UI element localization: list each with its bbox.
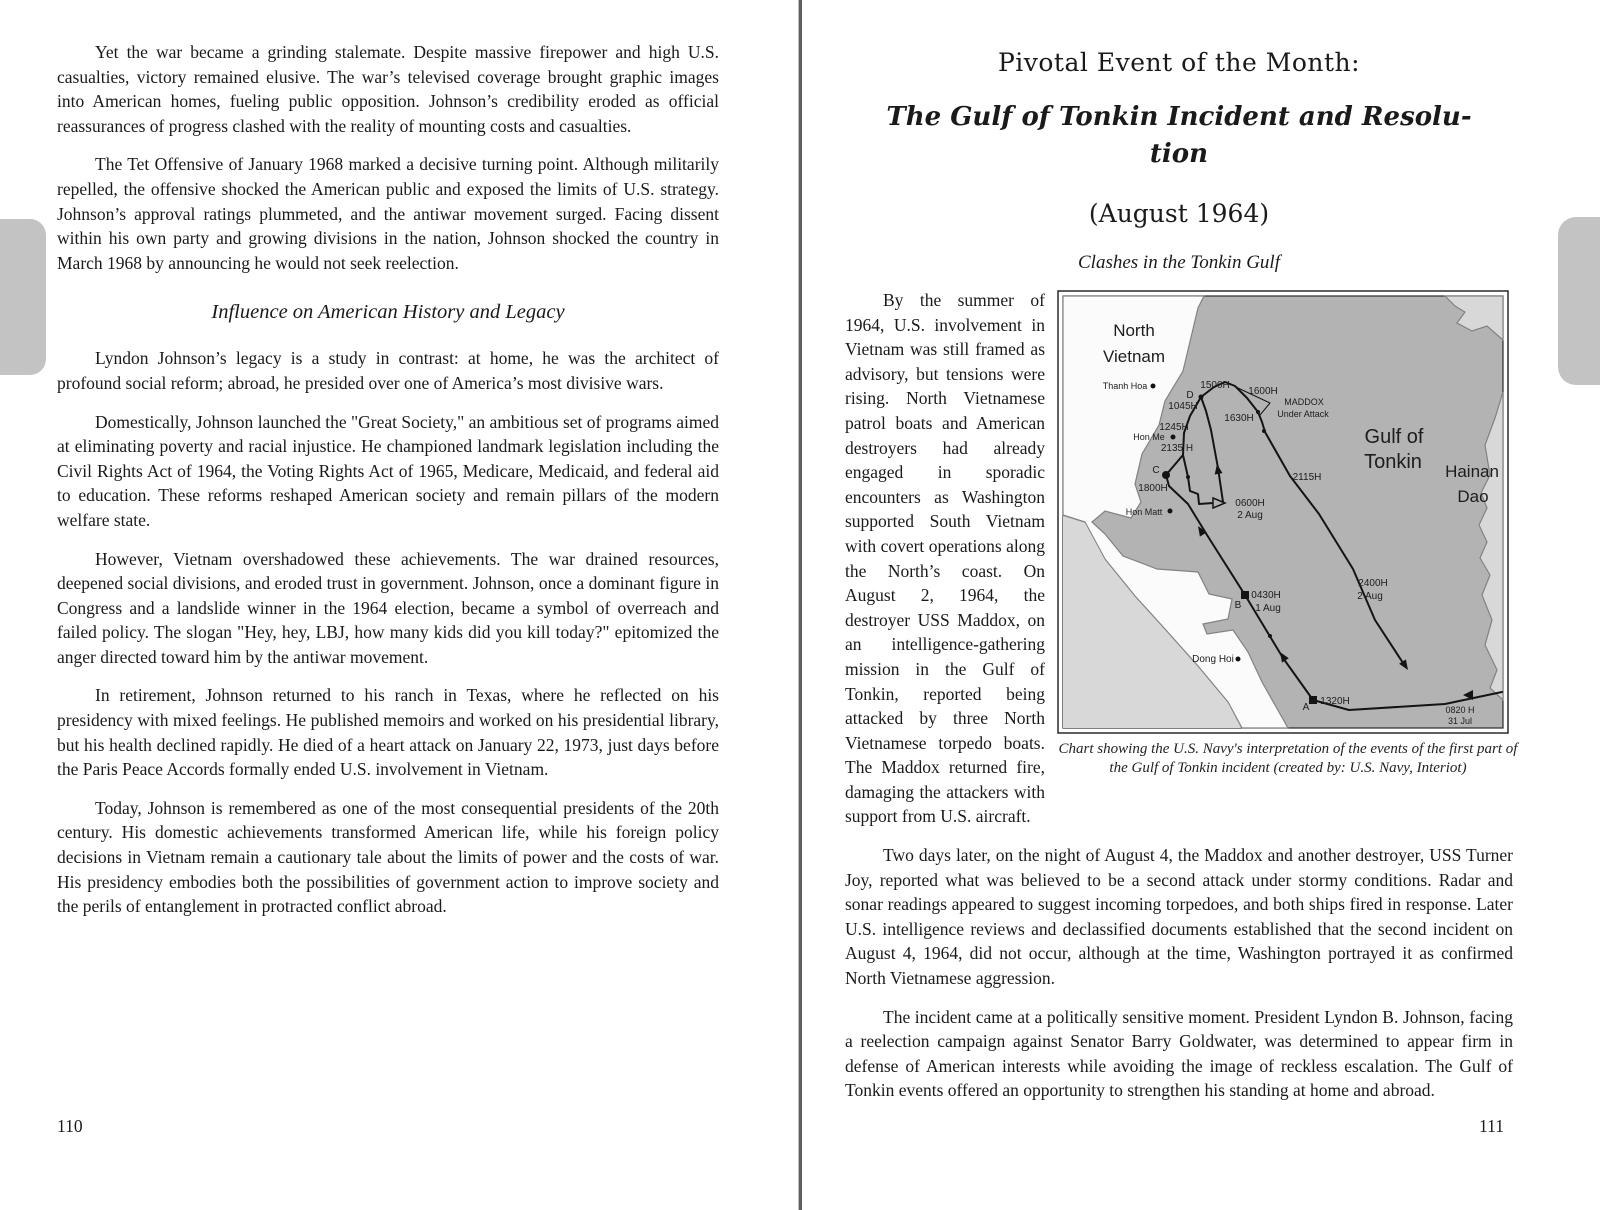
paragraph: Two days later, on the night of August 4, the Maddox and another destroyer, USS Turner Joy, reported what was believed to be a second attack under stormy conditions. Radar and sonar readings appeared to suggest incoming torpedoes, and both ships fired in response. Later U.S. intelligence reviews and declassified documents established that the second incident on August 4, 1964, did not occur, although at the time, Washington portrayed it as confirmed North Vietnamese aggression.	[845, 845, 1513, 989]
map-waypoint-marker	[1268, 634, 1272, 638]
paragraph: The incident came at a politically sensitive moment. President Lyndon B. Johnson, facing a reelection campaign against Senator Barry Goldwater, was determined to appear firm in defense of American interests while avoiding the image of reckless escalation. The Gulf of Tonkin events offered an opportunity to strengthen his standing at home and abroad.	[845, 1006, 1513, 1101]
page-title-line2: tion	[1149, 139, 1209, 169]
tonkin-gulf-map	[1057, 290, 1509, 734]
page-title	[845, 99, 1513, 173]
map-label: 1800H	[1138, 483, 1168, 494]
map-label: 31 Jul	[1447, 716, 1473, 726]
map-label: Dong Hoi	[1192, 654, 1234, 665]
map-label: 2115H	[1292, 472, 1322, 483]
paragraph: Lyndon Johnson’s legacy is a study in contrast: at home, he was the architect of profound social reform; abroad, he presided over one of America’s most divisive wars.	[57, 348, 719, 393]
right-page-body	[845, 288, 1518, 1103]
page-edge-tab-left	[0, 219, 46, 375]
map-waypoint-marker	[1309, 696, 1317, 704]
right-page	[845, 34, 1518, 1117]
paragraph: Domestically, Johnson launched the "Great Society," an ambitious set of programs aimed at eliminating poverty and racial injustice. He championed landmark legislation including the Civil Rights Act of 1964, the Voting Rights Act of 1965, Medicare, Medicaid, and federal aid to education. These reforms reshaped American society and remain pillars of the modern welfare state.	[57, 411, 719, 530]
map-label: D	[1186, 390, 1194, 401]
map-label: 2135 H	[1160, 443, 1194, 454]
map-label: B	[1234, 600, 1242, 611]
map-label: Hon Matt	[1125, 507, 1163, 517]
paragraph: The Tet Offensive of January 1968 marked a decisive turning point. Although militarily repelled, the offensive shocked the American public and exposed the limits of U.S. strategy. Johnson’s approval ratings plummeted, and the antiwar movement surged. Facing dissent within his own party and growing divisions in the nation, Johnson shocked the country in March 1968 by announcing he would not seek reelection.	[57, 154, 719, 273]
map-waypoint-marker	[1186, 475, 1190, 479]
map-label: 1245H	[1159, 422, 1189, 433]
tonkin-map-figure	[1057, 290, 1518, 778]
map-label: MADDOX	[1284, 397, 1324, 407]
map-label: North	[1113, 321, 1155, 340]
map-label: 1 Aug	[1255, 603, 1281, 614]
map-label: 2 Aug	[1237, 510, 1263, 521]
map-label: 0600H	[1235, 498, 1265, 509]
date-subtitle: (August 1964)	[1088, 199, 1270, 228]
map-waypoint-marker	[1199, 395, 1204, 400]
map-waypoint-marker	[1171, 435, 1176, 440]
map-label: 1045H	[1168, 401, 1198, 412]
map-waypoint-marker	[1236, 657, 1241, 662]
paragraph: Yet the war became a grinding stalemate. Despite massive firepower and high U.S. casualties, victory remained elusive. The war’s televised coverage brought graphic images into American homes, fueling public opposition. Johnson’s credibility eroded as official reassurances of progress clashed with the reality of mounting costs and casualties.	[57, 42, 719, 136]
map-label: Vietnam	[1102, 347, 1166, 366]
page-number-right: 111	[1479, 1116, 1504, 1136]
map-waypoint-marker	[1162, 471, 1170, 479]
map-label: Gulf of	[1364, 426, 1424, 448]
page-number-left: 110	[57, 1116, 83, 1136]
map-label: 1600H	[1248, 386, 1278, 397]
page-divider	[798, 0, 802, 1210]
section-heading: Influence on American History and Legacy	[211, 301, 565, 324]
map-label: 0820 H	[1445, 705, 1475, 715]
map-waypoint-marker	[1168, 509, 1173, 514]
kicker-title: Pivotal Event of the Month:	[997, 48, 1361, 77]
map-label: 1630H	[1224, 413, 1254, 424]
map-label: 1500H	[1200, 380, 1230, 391]
map-label: 0430H	[1251, 590, 1281, 601]
left-page	[57, 40, 719, 933]
map-label: Under Attack	[1277, 409, 1329, 419]
map-label: 2 Aug	[1357, 591, 1383, 602]
page-title-line1: The Gulf of Tonkin Incident and Resolu-	[886, 102, 1472, 132]
map-waypoint-marker	[1262, 429, 1266, 433]
paragraph: However, Vietnam overshadowed these achievements. The war drained resources, deepened social divisions, and eroded trust in government. Johnson, once a dominant figure in Congress and a landslide winner in the 1964 election, became a symbol of overreach and failed policy. The slogan "Hey, hey, LBJ, how many kids did you kill today?" epitomized the anger directed toward him by the antiwar movement.	[57, 548, 719, 667]
section-subtitle: Clashes in the Tonkin Gulf	[1078, 252, 1280, 273]
map-waypoint-marker	[1256, 410, 1260, 414]
map-waypoint-marker	[1241, 591, 1249, 599]
map-label: Tonkin	[1364, 451, 1422, 473]
map-label: Hainan	[1445, 462, 1499, 481]
figure-caption: Chart showing the U.S. Navy's interpretation of the events of the first part of the Gulf of Tonkin incident (created by: U.S. Navy, Interiot)	[1058, 741, 1518, 776]
map-waypoint-marker	[1151, 384, 1156, 389]
map-label: Hon Me	[1133, 432, 1165, 442]
paragraph: By the summer of 1964, U.S. involvement in Vietnam was still framed as advisory, but tensions were rising. North Vietnamese patrol boats and American destroyers had already engaged in sporadic encounters as Washington supported South Vietnam with covert operations along the North’s coast. On August 2, 1964, the destroyer USS Maddox, on an intelligence-gathering mission in the Gulf of Tonkin, reported being attacked by three North Vietnamese torpedo boats. The Maddox returned fire, damaging the attackers with support from U.S. aircraft.	[845, 290, 1045, 827]
map-label: A	[1302, 702, 1310, 713]
paragraph: Today, Johnson is remembered as one of the most consequential presidents of the 20th century. His domestic achievements transformed American life, while his foreign policy decisions in Vietnam remain a cautionary tale about the limits of power and the costs of war. His presidency embodies both the possibilities of government action to improve society and the perils of entanglement in protracted conflict abroad.	[57, 797, 719, 917]
map-label: Thanh Hoa	[1102, 381, 1148, 391]
map-label: C	[1152, 465, 1160, 476]
page-edge-tab-right	[1558, 217, 1600, 385]
map-label: 2400H	[1358, 578, 1388, 589]
map-label: Dao	[1457, 487, 1489, 506]
paragraph: In retirement, Johnson returned to his ranch in Texas, where he reflected on his presidency with mixed feelings. He published memoirs and worked on his presidential library, but his health declined rapidly. He died of a heart attack on January 22, 1973, just days before the Paris Peace Accords formally ended U.S. involvement in Vietnam.	[57, 685, 719, 780]
map-label: 1320H	[1320, 696, 1350, 707]
